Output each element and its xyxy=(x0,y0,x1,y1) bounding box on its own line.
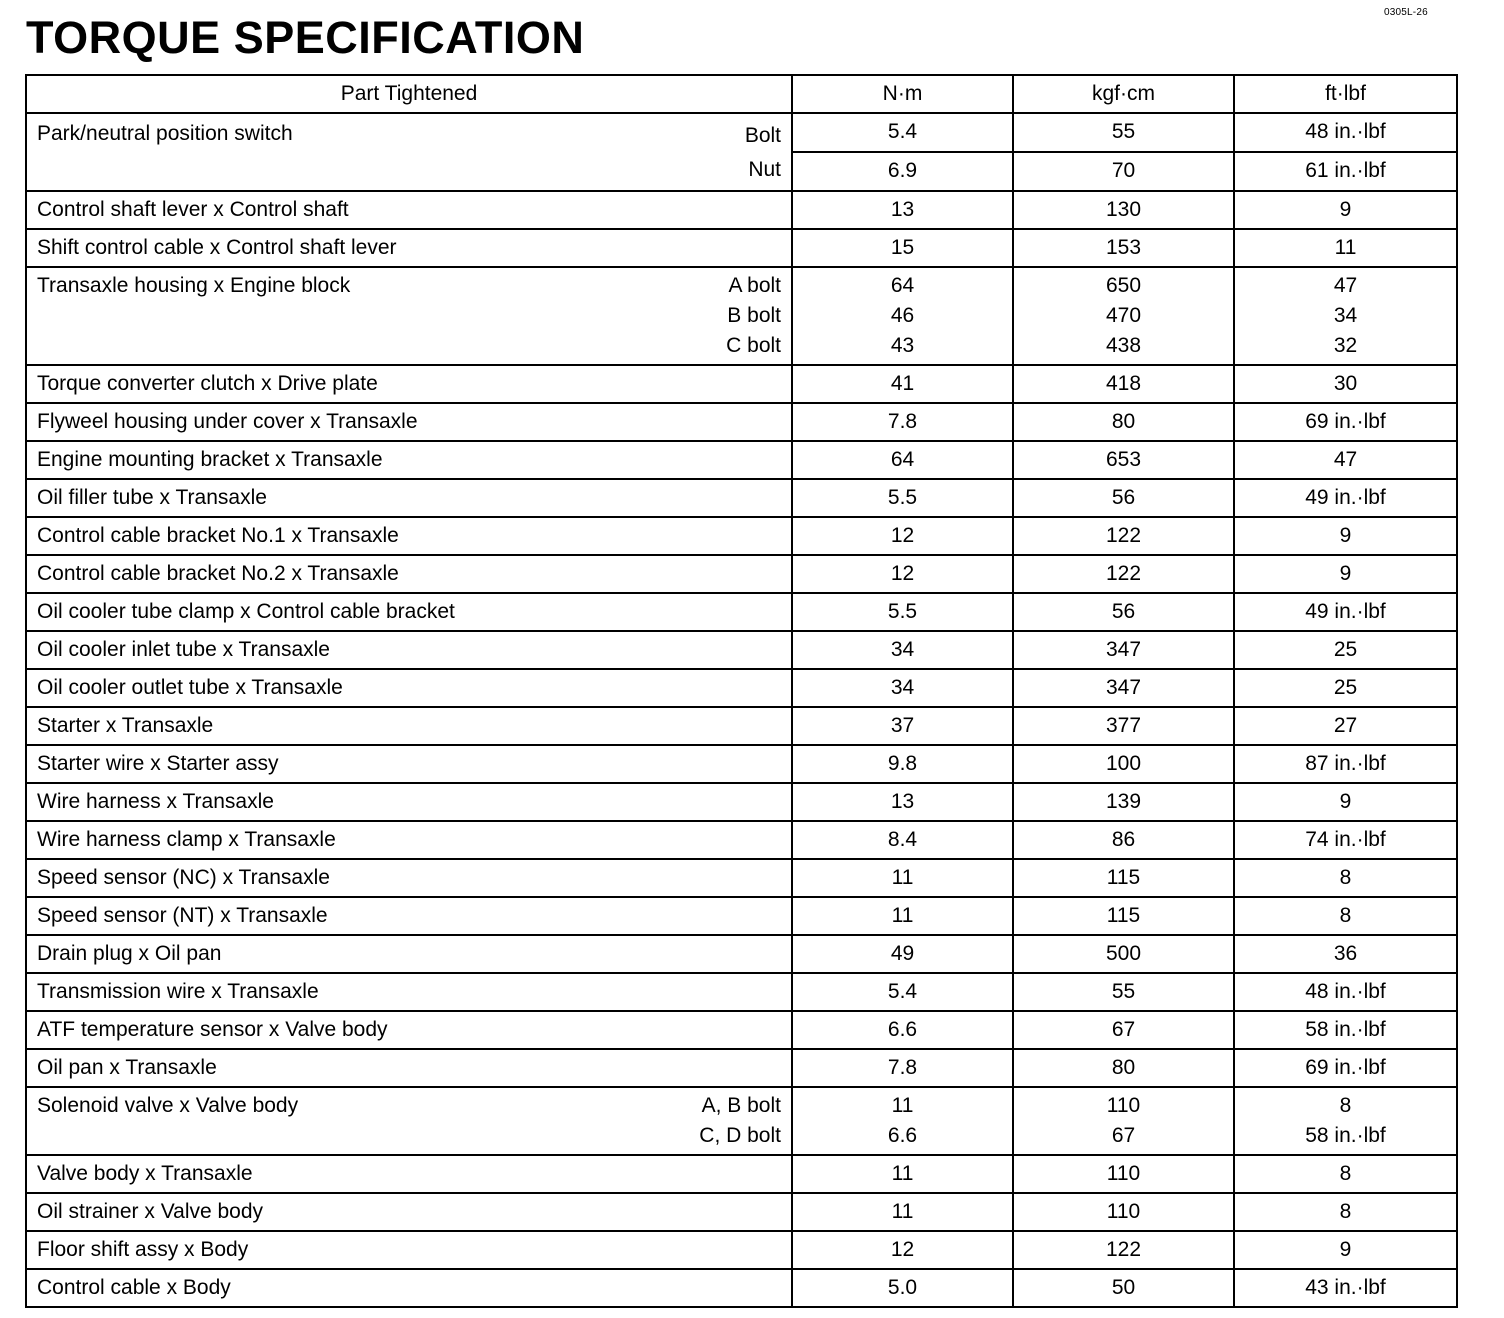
kgf-cm-cell xyxy=(1013,555,1234,593)
ft-lbf-cell xyxy=(1234,1231,1457,1269)
part-name: Control shaft lever x Control shaft xyxy=(37,198,349,221)
table-row xyxy=(26,441,1457,479)
torque-table xyxy=(25,74,1458,1308)
kgf-cm-cell xyxy=(1013,1155,1234,1193)
ft-lbf-cell xyxy=(1234,935,1457,973)
kgf-cm-cell xyxy=(1013,593,1234,631)
nm-value: 46 xyxy=(890,304,915,327)
kgf-cm-cell xyxy=(1013,113,1234,191)
kgf-cm-cell xyxy=(1013,517,1234,555)
ft-lbf-value: 49 in.·lbf xyxy=(1305,486,1386,509)
part-name: Transmission wire x Transaxle xyxy=(37,980,319,1003)
part-name: Flyweel housing under cover x Transaxle xyxy=(37,410,418,433)
ft-lbf-cell xyxy=(1234,517,1457,555)
part-name: Floor shift assy x Body xyxy=(37,1238,249,1261)
table-row xyxy=(26,973,1457,1011)
ft-lbf-value: 49 in.·lbf xyxy=(1305,600,1386,623)
kgf-cm-cell xyxy=(1013,707,1234,745)
part-name: Oil cooler inlet tube x Transaxle xyxy=(37,638,330,661)
part-cell xyxy=(26,859,792,897)
ft-lbf-cell xyxy=(1234,821,1457,859)
kgf-cm-cell xyxy=(1013,1231,1234,1269)
kgf-cm-cell xyxy=(1013,1049,1234,1087)
nm-cell xyxy=(792,707,1013,745)
nm-cell xyxy=(792,1087,1013,1155)
ft-lbf-cell xyxy=(1234,669,1457,707)
ft-lbf-value: 8 xyxy=(1339,1094,1352,1117)
kgf-cm-value: 50 xyxy=(1111,1276,1136,1299)
nm-cell xyxy=(792,1049,1013,1087)
ft-lbf-value: 11 xyxy=(1334,236,1357,259)
nm-cell xyxy=(792,479,1013,517)
table-row xyxy=(26,517,1457,555)
ft-lbf-cell xyxy=(1234,403,1457,441)
kgf-cm-cell xyxy=(1013,1087,1234,1155)
part-cell xyxy=(26,669,792,707)
part-cell xyxy=(26,191,792,229)
part-name: Oil strainer x Valve body xyxy=(37,1200,264,1223)
table-row xyxy=(26,935,1457,973)
table-row xyxy=(26,479,1457,517)
kgf-cm-value: 153 xyxy=(1105,236,1142,259)
kgf-cm-value: 110 xyxy=(1106,1094,1141,1117)
nm-value: 5.5 xyxy=(887,486,918,509)
ft-lbf-value: 36 xyxy=(1333,942,1358,965)
part-name: Control cable bracket No.1 x Transaxle xyxy=(37,524,399,547)
kgf-cm-cell xyxy=(1013,897,1234,935)
part-cell xyxy=(26,935,792,973)
part-name: Speed sensor (NC) x Transaxle xyxy=(37,866,330,889)
kgf-cm-value: 650 xyxy=(1105,274,1142,297)
ft-lbf-value: 30 xyxy=(1333,372,1358,395)
fastener-label: A, B bolt xyxy=(701,1094,781,1117)
ft-lbf-cell xyxy=(1234,859,1457,897)
part-name: Wire harness clamp x Transaxle xyxy=(37,828,336,851)
part-cell xyxy=(26,1011,792,1049)
part-name: Oil pan x Transaxle xyxy=(37,1056,217,1079)
nm-value: 11 xyxy=(891,1162,914,1185)
ft-lbf-cell xyxy=(1234,1011,1457,1049)
nm-cell xyxy=(792,1193,1013,1231)
part-cell xyxy=(26,593,792,631)
nm-cell xyxy=(792,669,1013,707)
kgf-cm-value: 80 xyxy=(1111,1056,1136,1079)
kgf-cm-cell xyxy=(1013,365,1234,403)
part-name: Drain plug x Oil pan xyxy=(37,942,222,965)
nm-cell xyxy=(792,1269,1013,1307)
ft-lbf-cell xyxy=(1234,631,1457,669)
ft-lbf-value: 27 xyxy=(1333,714,1358,737)
nm-cell xyxy=(792,859,1013,897)
ft-lbf-cell xyxy=(1234,783,1457,821)
part-cell xyxy=(26,897,792,935)
ft-lbf-value: 34 xyxy=(1333,304,1358,327)
ft-lbf-value: 47 xyxy=(1333,448,1358,471)
fastener-label: Nut xyxy=(748,158,781,181)
kgf-cm-value: 67 xyxy=(1111,1124,1136,1147)
part-cell xyxy=(26,973,792,1011)
fastener-list xyxy=(699,1091,781,1151)
ft-lbf-cell xyxy=(1234,1193,1457,1231)
nm-cell xyxy=(792,935,1013,973)
fastener-list xyxy=(745,119,781,187)
table-row xyxy=(26,365,1457,403)
table-row xyxy=(26,113,1457,191)
part-cell xyxy=(26,479,792,517)
ft-lbf-cell xyxy=(1234,113,1457,191)
nm-value: 6.6 xyxy=(887,1018,918,1041)
table-row xyxy=(26,1087,1457,1155)
part-name: Wire harness x Transaxle xyxy=(37,790,274,813)
nm-value: 12 xyxy=(890,524,915,547)
part-cell xyxy=(26,555,792,593)
nm-cell xyxy=(792,973,1013,1011)
nm-value: 7.8 xyxy=(887,1056,918,1079)
kgf-cm-cell xyxy=(1013,745,1234,783)
kgf-cm-cell xyxy=(1013,191,1234,229)
nm-cell xyxy=(792,897,1013,935)
kgf-cm-cell xyxy=(1013,631,1234,669)
table-row xyxy=(26,555,1457,593)
part-cell xyxy=(26,821,792,859)
kgf-cm-cell xyxy=(1013,403,1234,441)
ft-lbf-cell xyxy=(1234,1049,1457,1087)
kgf-cm-value: 347 xyxy=(1105,676,1142,699)
kgf-cm-value: 70 xyxy=(1014,151,1233,190)
nm-value: 5.0 xyxy=(887,1276,918,1299)
part-cell xyxy=(26,441,792,479)
nm-value: 43 xyxy=(890,334,915,357)
ft-lbf-cell xyxy=(1234,191,1457,229)
kgf-cm-value: 110 xyxy=(1106,1162,1141,1185)
fastener-list xyxy=(726,271,781,361)
nm-value: 41 xyxy=(890,372,915,395)
ft-lbf-value: 69 in.·lbf xyxy=(1305,410,1386,433)
nm-cell xyxy=(792,593,1013,631)
part-cell xyxy=(26,267,792,365)
table-row xyxy=(26,1193,1457,1231)
nm-value: 13 xyxy=(890,790,915,813)
ft-lbf-value: 87 in.·lbf xyxy=(1305,752,1386,775)
nm-cell xyxy=(792,745,1013,783)
nm-cell xyxy=(792,783,1013,821)
nm-cell xyxy=(792,365,1013,403)
ft-lbf-value: 32 xyxy=(1333,334,1358,357)
part-cell xyxy=(26,1155,792,1193)
ft-lbf-cell xyxy=(1234,555,1457,593)
nm-value: 11 xyxy=(891,866,914,889)
nm-value: 5.4 xyxy=(887,980,918,1003)
ft-lbf-cell xyxy=(1234,707,1457,745)
table-row xyxy=(26,1011,1457,1049)
ft-lbf-value: 74 in.·lbf xyxy=(1305,828,1386,851)
part-cell xyxy=(26,783,792,821)
ft-lbf-value: 58 in.·lbf xyxy=(1305,1124,1386,1147)
nm-value: 5.5 xyxy=(887,600,918,623)
ft-lbf-cell xyxy=(1234,229,1457,267)
part-name: Valve body x Transaxle xyxy=(37,1162,253,1185)
kgf-cm-value: 122 xyxy=(1105,1238,1142,1261)
kgf-cm-cell xyxy=(1013,973,1234,1011)
ft-lbf-cell xyxy=(1234,973,1457,1011)
kgf-cm-cell xyxy=(1013,267,1234,365)
ft-lbf-value: 8 xyxy=(1339,904,1352,927)
ft-lbf-cell xyxy=(1234,1155,1457,1193)
nm-cell xyxy=(792,1155,1013,1193)
part-cell xyxy=(26,1231,792,1269)
kgf-cm-cell xyxy=(1013,1193,1234,1231)
nm-value: 12 xyxy=(890,1238,915,1261)
kgf-cm-value: 55 xyxy=(1111,980,1136,1003)
part-cell xyxy=(26,631,792,669)
nm-value: 9.8 xyxy=(887,752,918,775)
table-row xyxy=(26,631,1457,669)
table-row xyxy=(26,897,1457,935)
nm-value: 49 xyxy=(890,942,915,965)
kgf-cm-value: 56 xyxy=(1111,600,1136,623)
kgf-cm-cell xyxy=(1013,1269,1234,1307)
kgf-cm-value: 67 xyxy=(1111,1018,1136,1041)
ft-lbf-value: 48 in.·lbf xyxy=(1305,980,1386,1003)
table-row xyxy=(26,707,1457,745)
kgf-cm-value: 418 xyxy=(1105,372,1142,395)
nm-value: 5.4 xyxy=(887,120,918,143)
ft-lbf-value: 43 in.·lbf xyxy=(1305,1276,1386,1299)
kgf-cm-value: 55 xyxy=(1111,120,1136,143)
part-cell xyxy=(26,403,792,441)
part-cell xyxy=(26,745,792,783)
table-row xyxy=(26,191,1457,229)
kgf-cm-value: 86 xyxy=(1111,828,1136,851)
kgf-cm-value: 347 xyxy=(1105,638,1142,661)
nm-cell xyxy=(792,555,1013,593)
kgf-cm-value: 122 xyxy=(1105,524,1142,547)
part-name: Engine mounting bracket x Transaxle xyxy=(37,448,383,471)
table-row xyxy=(26,745,1457,783)
nm-value: 64 xyxy=(890,448,915,471)
part-name: ATF temperature sensor x Valve body xyxy=(37,1018,388,1041)
kgf-cm-value: 130 xyxy=(1105,198,1142,221)
kgf-cm-value: 653 xyxy=(1105,448,1142,471)
header-nm: N·m xyxy=(792,75,1013,113)
fastener-label: A bolt xyxy=(728,274,781,297)
nm-cell xyxy=(792,821,1013,859)
kgf-cm-value: 110 xyxy=(1106,1200,1141,1223)
nm-value: 11 xyxy=(891,904,914,927)
kgf-cm-value: 56 xyxy=(1111,486,1136,509)
fastener-label: B bolt xyxy=(727,304,781,327)
nm-value: 12 xyxy=(890,562,915,585)
kgf-cm-cell xyxy=(1013,859,1234,897)
nm-value: 34 xyxy=(890,676,915,699)
nm-value: 6.6 xyxy=(887,1124,918,1147)
part-name: Oil filler tube x Transaxle xyxy=(37,486,267,509)
ft-lbf-cell xyxy=(1234,479,1457,517)
ft-lbf-cell xyxy=(1234,593,1457,631)
table-row xyxy=(26,1155,1457,1193)
table-row xyxy=(26,669,1457,707)
kgf-cm-value: 115 xyxy=(1106,866,1141,889)
part-cell xyxy=(26,1087,792,1155)
ft-lbf-value: 8 xyxy=(1339,1162,1352,1185)
nm-cell xyxy=(792,517,1013,555)
header-row xyxy=(26,75,1457,113)
nm-value: 15 xyxy=(890,236,915,259)
ft-lbf-value: 8 xyxy=(1339,1200,1352,1223)
kgf-cm-value: 122 xyxy=(1105,562,1142,585)
header-ft-lbf: ft·lbf xyxy=(1234,75,1457,113)
part-name: Park/neutral position switch xyxy=(37,122,293,145)
nm-value: 34 xyxy=(890,638,915,661)
part-cell xyxy=(26,229,792,267)
nm-cell xyxy=(792,267,1013,365)
table-row xyxy=(26,1269,1457,1307)
page-title: TORQUE SPECIFICATION xyxy=(26,12,585,63)
kgf-cm-value: 139 xyxy=(1105,790,1142,813)
table-row xyxy=(26,1049,1457,1087)
header-part: Part Tightened xyxy=(26,75,792,113)
kgf-cm-cell xyxy=(1013,229,1234,267)
ft-lbf-value: 58 in.·lbf xyxy=(1305,1018,1386,1041)
header-kgf-cm: kgf·cm xyxy=(1013,75,1234,113)
part-name: Starter x Transaxle xyxy=(37,714,214,737)
part-cell xyxy=(26,1049,792,1087)
part-name: Shift control cable x Control shaft lever xyxy=(37,236,397,259)
table-row xyxy=(26,783,1457,821)
ft-lbf-value: 25 xyxy=(1333,676,1358,699)
part-name: Oil cooler tube clamp x Control cable bracket xyxy=(37,600,455,623)
part-cell xyxy=(26,1269,792,1307)
ft-lbf-value: 9 xyxy=(1339,562,1352,585)
kgf-cm-value: 377 xyxy=(1105,714,1142,737)
ft-lbf-cell xyxy=(1234,365,1457,403)
ft-lbf-cell xyxy=(1234,441,1457,479)
nm-cell xyxy=(792,191,1013,229)
table-row xyxy=(26,821,1457,859)
part-cell xyxy=(26,1193,792,1231)
table-row xyxy=(26,229,1457,267)
kgf-cm-cell xyxy=(1013,783,1234,821)
part-cell xyxy=(26,365,792,403)
table-row xyxy=(26,267,1457,365)
ft-lbf-value: 48 in.·lbf xyxy=(1305,120,1386,143)
table-row xyxy=(26,1231,1457,1269)
part-name: Torque converter clutch x Drive plate xyxy=(37,372,378,395)
kgf-cm-value: 500 xyxy=(1105,942,1142,965)
nm-cell xyxy=(792,403,1013,441)
part-cell xyxy=(26,707,792,745)
kgf-cm-cell xyxy=(1013,669,1234,707)
kgf-cm-value: 80 xyxy=(1111,410,1136,433)
fastener-label: C, D bolt xyxy=(699,1124,781,1147)
kgf-cm-value: 115 xyxy=(1106,904,1141,927)
kgf-cm-cell xyxy=(1013,441,1234,479)
nm-value: 6.9 xyxy=(793,151,1012,190)
nm-value: 8.4 xyxy=(887,828,918,851)
ft-lbf-value: 9 xyxy=(1339,524,1352,547)
nm-cell xyxy=(792,1011,1013,1049)
part-cell xyxy=(26,113,792,191)
ft-lbf-value: 9 xyxy=(1339,198,1352,221)
kgf-cm-cell xyxy=(1013,821,1234,859)
table-row xyxy=(26,859,1457,897)
ft-lbf-cell xyxy=(1234,1087,1457,1155)
kgf-cm-cell xyxy=(1013,479,1234,517)
document-code: 0305L-26 xyxy=(1384,7,1428,18)
part-name: Solenoid valve x Valve body xyxy=(37,1094,299,1117)
ft-lbf-value: 25 xyxy=(1333,638,1358,661)
part-name: Oil cooler outlet tube x Transaxle xyxy=(37,676,343,699)
kgf-cm-value: 100 xyxy=(1105,752,1142,775)
part-name: Control cable bracket No.2 x Transaxle xyxy=(37,562,399,585)
kgf-cm-cell xyxy=(1013,1011,1234,1049)
nm-value: 13 xyxy=(890,198,915,221)
nm-value: 7.8 xyxy=(887,410,918,433)
fastener-label: Bolt xyxy=(744,124,781,147)
table-body xyxy=(26,113,1457,1307)
nm-cell xyxy=(792,1231,1013,1269)
ft-lbf-value: 61 in.·lbf xyxy=(1235,151,1456,190)
nm-cell xyxy=(792,631,1013,669)
kgf-cm-value: 438 xyxy=(1105,334,1142,357)
fastener-label: C bolt xyxy=(726,334,781,357)
part-cell xyxy=(26,517,792,555)
part-name: Speed sensor (NT) x Transaxle xyxy=(37,904,328,927)
kgf-cm-cell xyxy=(1013,935,1234,973)
part-name: Transaxle housing x Engine block xyxy=(37,274,351,297)
ft-lbf-value: 8 xyxy=(1339,866,1352,889)
nm-value: 64 xyxy=(890,274,915,297)
ft-lbf-cell xyxy=(1234,267,1457,365)
table-row xyxy=(26,403,1457,441)
nm-cell xyxy=(792,113,1013,191)
nm-cell xyxy=(792,229,1013,267)
ft-lbf-cell xyxy=(1234,1269,1457,1307)
nm-value: 11 xyxy=(891,1200,914,1223)
nm-value: 37 xyxy=(890,714,915,737)
table-row xyxy=(26,593,1457,631)
part-name: Control cable x Body xyxy=(37,1276,231,1299)
nm-value: 11 xyxy=(891,1094,914,1117)
ft-lbf-cell xyxy=(1234,897,1457,935)
ft-lbf-cell xyxy=(1234,745,1457,783)
ft-lbf-value: 9 xyxy=(1339,1238,1352,1261)
ft-lbf-value: 69 in.·lbf xyxy=(1305,1056,1386,1079)
part-name: Starter wire x Starter assy xyxy=(37,752,279,775)
ft-lbf-value: 47 xyxy=(1333,274,1358,297)
kgf-cm-value: 470 xyxy=(1105,304,1142,327)
nm-cell xyxy=(792,441,1013,479)
ft-lbf-value: 9 xyxy=(1339,790,1352,813)
